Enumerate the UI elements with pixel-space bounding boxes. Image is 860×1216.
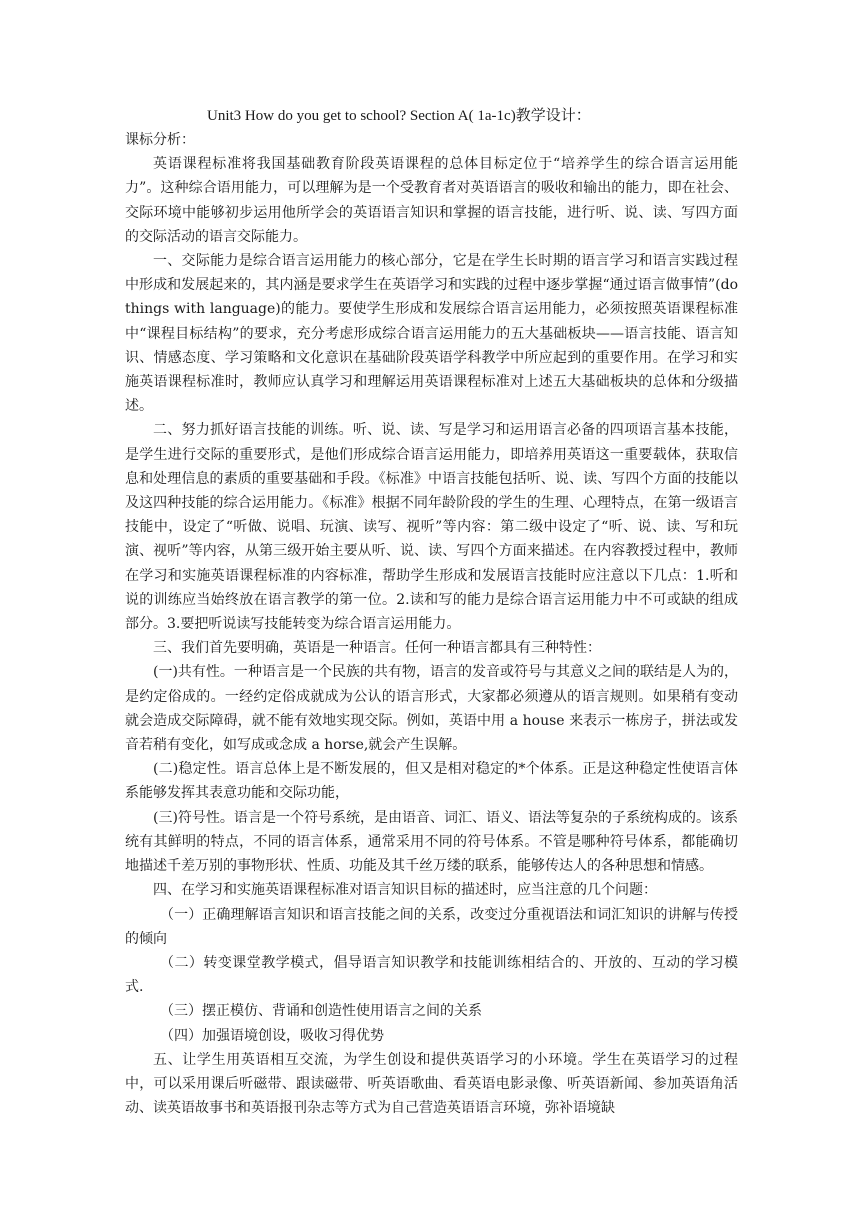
paragraph-point-2: 二、努力抓好语言技能的训练。听、说、读、写是学习和运用语言必备的四项语言基本技能，是学生进行交际的重要形式，是他们形成综合语言运用能力，即培养用英语这一重要载体，获取信息和处理信息的素质的重要基础和手段。《标准》中语言技能包括听、说、读、写四个方面的技能以及这四种技能的综合运用能力。《标准》根据不同年龄阶段的学生的生理、心理特点，在第一级语言技能中，设定了“听做、说唱、玩演、读写、视听”等内容：第二级中设定了“听、说、读、写和玩演、视听”等内容，从第三级开始主要从听、说、读、写四个方面来描述。在内容教授过程中，教师在学习和实施英语课程标准的内容标准，帮助学生形成和发展语言技能时应注意以下几点：1.听和说的训练应当始终放在语言教学的第一位。2.读和写的能力是综合语言运用能力中不可或缺的组成部分。3.要把听说读写技能转变为综合语言运用能力。 — [125, 422, 738, 633]
paragraph-point-4-item-3: （三）摆正模仿、背诵和创造性使用语言之间的关系 — [160, 1003, 482, 1020]
paragraph-point-4-item-4: （四）加强语境创设，吸收习得优势 — [160, 1027, 384, 1044]
section-label: 课标分析： — [125, 132, 195, 148]
paragraph-commonality: (一)共有性。一种语言是一个民族的共有物，语言的发音或符号与其意义之间的联结是人为的，是约定俗成的。一经约定俗成就成为公认的语言形式，大家都必须遵从的语言规则。如果稍有变动就会造成交际障碍，就不能有效地实现交际。例如，英语中用 a house 来表示一栋房子，拼法或发音若稍有变化，如写成或念成 a horse,就会产生误解。 — [125, 664, 738, 754]
paragraph-point-5: 五、让学生用英语相互交流，为学生创设和提供英语学习的小环境。学生在英语学习的过程中，可以采用课后听磁带、跟读磁带、听英语歌曲、看英语电影录像、听英语新闻、参加英语角活动、读英语故事书和英语报刊杂志等方式为自己营造英语语言环境，弥补语境缺 — [125, 1051, 738, 1117]
paragraph-point-4-item-1: （一）正确理解语言知识和语言技能之间的关系，改变过分重视语法和词汇知识的讲解与传授的倾向 — [125, 906, 738, 947]
paragraph-point-4-item-2: （二）转变课堂教学模式，倡导语言知识教学和技能训练相结合的、开放的、互动的学习模式. — [125, 954, 738, 996]
paragraph-symbolic: (三)符号性。语言是一个符号系统，是由语音、词汇、语义、语法等复杂的子系统构成的。该系统有其鲜明的特点，不同的语言体系，通常采用不同的符号体系。不管是哪种符号体系，都能确切地描述千差万别的事物形状、性质、功能及其千丝万缕的联系，能够传达人的各种思想和情感。 — [125, 809, 738, 875]
document-title: Unit3 How do you get to school? Section A( 1a-1c)教学设计： — [207, 108, 591, 124]
document-page — [125, 104, 738, 1120]
paragraph-point-3: 三、我们首先要明确，英语是一种语言。任何一种语言都具有三种特性： — [153, 640, 601, 657]
paragraph-point-1: 一、交际能力是综合语言运用能力的核心部分，它是在学生长时期的语言学习和语言实践过程中形成和发展起来的，其内涵是要求学生在英语学习和实践的过程中逐步掌握“通过语言做事情”(do things with language)的能力。要使学生形成和发展综合语言运用能力，必须按照英语课程标准中“课程目标结构”的要求，充分考虑形成综合语言运用能力的五大基础板块——语言技能、语言知识、情感态度、学习策略和文化意识在基础阶段英语学科教学中所应起到的重要作用。在学习和实施英语课程标准时，教师应认真学习和理解运用英语课程标准对上述五大基础板块的总体和分级描述。 — [125, 253, 738, 415]
paragraph-stability: (二)稳定性。语言总体上是不断发展的，但又是相对稳定的*个体系。正是这种稳定性使语言体系能够发挥其表意功能和交际功能， — [125, 761, 738, 802]
paragraph-point-4: 四、在学习和实施英语课程标准对语言知识目标的描述时，应当注意的几个问题： — [153, 882, 657, 899]
paragraph-intro: 英语课程标准将我国基础教育阶段英语课程的总体目标定位于“培养学生的综合语言运用能力”。这种综合语用能力，可以理解为是一个受教育者对英语语言的吸收和输出的能力，即在社会、交际环境中能够初步运用他所学会的英语语言知识和掌握的语言技能，进行听、说、读、写四方面的交际活动的语言交际能力。 — [125, 156, 738, 245]
